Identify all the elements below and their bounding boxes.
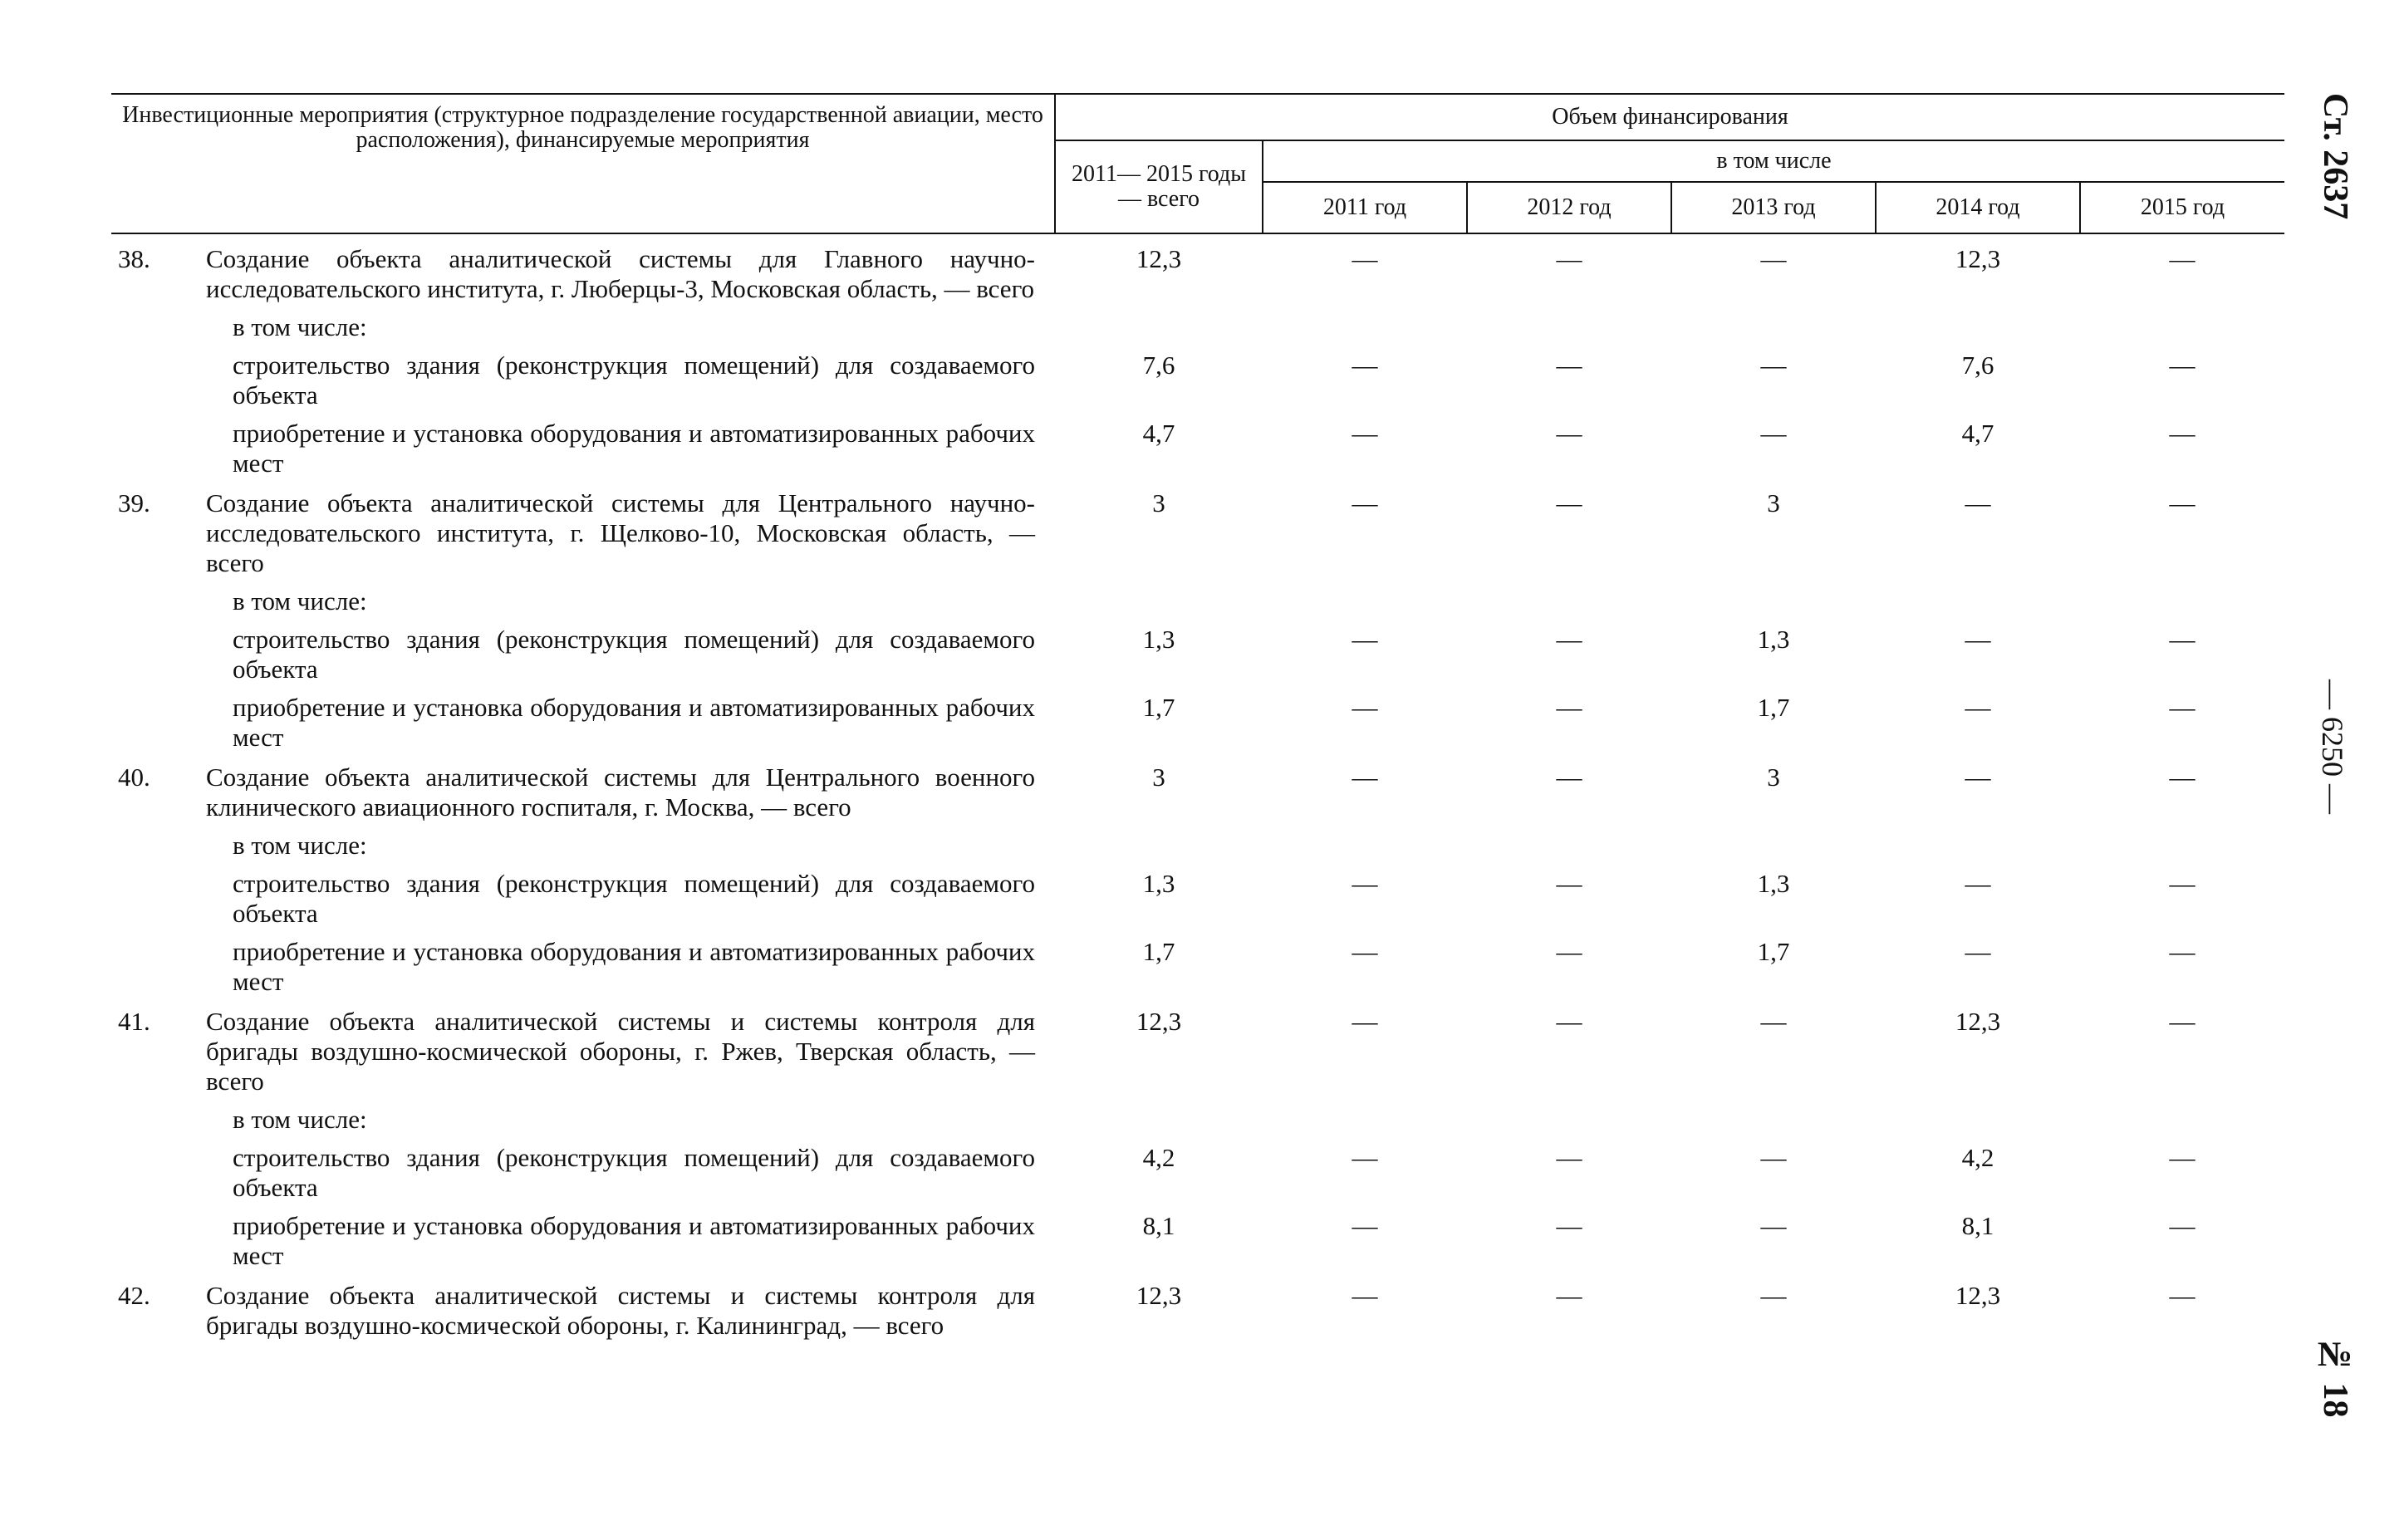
value-year-2011 [1263, 578, 1467, 616]
value-year-2013 [1671, 304, 1876, 342]
value-year-2015: — [2169, 763, 2195, 792]
value-total [1055, 304, 1263, 342]
value-year-2014: 4,7 [1961, 419, 1994, 448]
row-description: приобретение и установка оборудования и автоматизированных рабочих мест [233, 1211, 1035, 1270]
table-row [111, 578, 2284, 616]
row-number: 41. [118, 1007, 150, 1036]
row-description: строительство здания (реконструкция помещений) для создаваемого объекта [233, 625, 1035, 684]
row-number [111, 1135, 206, 1203]
table-row [111, 997, 2284, 1096]
row-number [111, 342, 206, 410]
header-year-2015: 2015 год [2080, 182, 2284, 233]
row-description: Создание объекта аналитической системы и системы контроля для бригады воздушно-космической обороны, г. Калининград, — всего [206, 1281, 1035, 1340]
value-year-2011 [1263, 1096, 1467, 1135]
value-year-2014 [1876, 578, 2080, 616]
value-year-2011: — [1352, 1281, 1378, 1310]
table-row [111, 753, 2284, 822]
table-row [111, 1135, 2284, 1203]
value-year-2015: — [2169, 1281, 2195, 1310]
row-number [111, 684, 206, 753]
table-row [111, 684, 2284, 753]
value-year-2011: — [1352, 351, 1378, 380]
row-number: 42. [118, 1281, 150, 1310]
value-year-2013: 1,3 [1757, 625, 1790, 654]
table-row [111, 478, 2284, 578]
value-year-2015: — [2169, 1211, 2195, 1240]
page-reference: Ст. 2637 [2316, 93, 2354, 220]
row-number [111, 1203, 206, 1271]
funding-table [111, 93, 2284, 1341]
page-code: — 6250 — [2316, 679, 2349, 814]
value-year-2014: — [1965, 763, 1991, 792]
table-row [111, 929, 2284, 997]
value-year-2015 [2080, 822, 2284, 861]
row-description: строительство здания (реконструкция помещений) для создаваемого объекта [233, 351, 1035, 410]
value-total: 12,3 [1136, 244, 1182, 273]
value-total: 1,7 [1142, 937, 1175, 966]
value-year-2013: — [1760, 419, 1787, 448]
row-number [111, 1096, 206, 1135]
row-number: 40. [118, 763, 150, 792]
value-year-2014 [1876, 1096, 2080, 1135]
value-year-2011: — [1352, 625, 1378, 654]
value-year-2011: — [1352, 419, 1378, 448]
value-year-2012: — [1556, 351, 1582, 380]
row-number: 39. [118, 488, 150, 517]
value-year-2014: — [1965, 693, 1991, 722]
row-description: приобретение и установка оборудования и автоматизированных рабочих мест [233, 693, 1035, 752]
value-year-2015: — [2169, 1007, 2195, 1036]
value-total: 1,7 [1142, 693, 1175, 722]
value-year-2014: 8,1 [1961, 1211, 1994, 1240]
value-year-2012: — [1556, 937, 1582, 966]
row-number [111, 861, 206, 929]
value-total: 7,6 [1142, 351, 1175, 380]
value-year-2014: 4,2 [1961, 1143, 1994, 1172]
value-year-2014: 12,3 [1955, 1007, 2001, 1036]
value-year-2013: — [1760, 1281, 1787, 1310]
value-year-2015: — [2169, 1143, 2195, 1172]
value-year-2014: 7,6 [1961, 351, 1994, 380]
row-description: приобретение и установка оборудования и автоматизированных рабочих мест [233, 419, 1035, 478]
value-year-2015 [2080, 578, 2284, 616]
value-year-2012 [1467, 304, 1671, 342]
row-description: строительство здания (реконструкция помещений) для создаваемого объекта [233, 869, 1035, 928]
table-row [111, 233, 2284, 304]
header-year-2012: 2012 год [1467, 182, 1671, 233]
value-year-2015 [2080, 304, 2284, 342]
value-year-2012 [1467, 822, 1671, 861]
value-year-2015 [2080, 1096, 2284, 1135]
value-year-2015: — [2169, 625, 2195, 654]
value-year-2014: — [1965, 869, 1991, 898]
issue-number: № 18 [2316, 1336, 2354, 1418]
row-description: Создание объекта аналитической системы для Главного научно-исследовательского института, г. Люберцы-3, Московская область, — всего [206, 244, 1035, 303]
value-total: 12,3 [1136, 1007, 1182, 1036]
value-year-2013: — [1760, 351, 1787, 380]
row-number [111, 822, 206, 861]
row-number [111, 304, 206, 342]
row-description: в том числе: [233, 312, 367, 341]
value-year-2012: — [1556, 1143, 1582, 1172]
value-year-2015: — [2169, 937, 2195, 966]
value-total [1055, 578, 1263, 616]
value-year-2014: 12,3 [1955, 244, 2001, 273]
row-description: Создание объекта аналитической системы для Центрального военного клинического авиационного госпиталя, г. Москва, — всего [206, 763, 1035, 821]
table-row [111, 410, 2284, 478]
value-year-2013: — [1760, 1211, 1787, 1240]
value-year-2015: — [2169, 419, 2195, 448]
header-description: Инвестиционные мероприятия (структурное подразделение государственной авиации, место расположения), финансируемые мероприятия [111, 94, 1055, 233]
header-year-2014: 2014 год [1876, 182, 2080, 233]
row-description: Создание объекта аналитической системы для Центрального научно-исследовательского института, г. Щелково-10, Московская область, — всего [206, 488, 1035, 577]
value-year-2011 [1263, 304, 1467, 342]
value-year-2013: — [1760, 244, 1787, 273]
value-year-2013: 3 [1767, 763, 1780, 792]
table-body [111, 233, 2284, 1341]
header-total: 2011— 2015 годы — всего [1055, 140, 1263, 233]
value-year-2012: — [1556, 869, 1582, 898]
value-year-2012: — [1556, 763, 1582, 792]
value-year-2015: — [2169, 244, 2195, 273]
row-description: в том числе: [233, 1105, 367, 1134]
value-year-2012: — [1556, 625, 1582, 654]
header-year-2013: 2013 год [1671, 182, 1876, 233]
value-year-2013: 1,7 [1757, 693, 1790, 722]
row-description: приобретение и установка оборудования и автоматизированных рабочих мест [233, 937, 1035, 996]
value-year-2011: — [1352, 488, 1378, 517]
value-year-2012: — [1556, 1007, 1582, 1036]
value-year-2011: — [1352, 1211, 1378, 1240]
value-total: 3 [1152, 763, 1165, 792]
value-year-2015: — [2169, 488, 2195, 517]
value-year-2013 [1671, 822, 1876, 861]
table-row [111, 1203, 2284, 1271]
value-total: 4,7 [1142, 419, 1175, 448]
value-year-2015: — [2169, 693, 2195, 722]
header-year-2011: 2011 год [1263, 182, 1467, 233]
table-row [111, 822, 2284, 861]
row-number [111, 410, 206, 478]
table-row [111, 342, 2284, 410]
value-year-2011: — [1352, 1143, 1378, 1172]
value-year-2014: — [1965, 488, 1991, 517]
value-year-2012 [1467, 578, 1671, 616]
value-year-2014 [1876, 304, 2080, 342]
value-year-2013 [1671, 578, 1876, 616]
value-year-2011: — [1352, 693, 1378, 722]
header-funding: Объем финансирования [1055, 94, 2284, 140]
row-number: 38. [118, 244, 150, 273]
value-year-2015: — [2169, 351, 2195, 380]
row-description: в том числе: [233, 586, 367, 616]
value-year-2013: 1,3 [1757, 869, 1790, 898]
value-year-2011: — [1352, 244, 1378, 273]
value-year-2012: — [1556, 244, 1582, 273]
row-description: строительство здания (реконструкция помещений) для создаваемого объекта [233, 1143, 1035, 1202]
value-total: 12,3 [1136, 1281, 1182, 1310]
row-description: в том числе: [233, 831, 367, 860]
value-year-2011: — [1352, 937, 1378, 966]
value-year-2013: 1,7 [1757, 937, 1790, 966]
table-row [111, 1271, 2284, 1341]
value-total: 4,2 [1142, 1143, 1175, 1172]
row-description: Создание объекта аналитической системы и системы контроля для бригады воздушно-космической обороны, г. Ржев, Тверская область, — всего [206, 1007, 1035, 1096]
row-number [111, 578, 206, 616]
value-year-2014: — [1965, 937, 1991, 966]
header-including: в том числе [1263, 140, 2284, 182]
row-number [111, 929, 206, 997]
value-year-2012: — [1556, 488, 1582, 517]
value-year-2011: — [1352, 1007, 1378, 1036]
table-row [111, 861, 2284, 929]
value-year-2012: — [1556, 1211, 1582, 1240]
value-total [1055, 1096, 1263, 1135]
value-year-2012 [1467, 1096, 1671, 1135]
value-year-2011 [1263, 822, 1467, 861]
value-year-2013: — [1760, 1143, 1787, 1172]
table-row [111, 616, 2284, 684]
value-total [1055, 822, 1263, 861]
value-year-2012: — [1556, 693, 1582, 722]
value-year-2011: — [1352, 763, 1378, 792]
value-year-2015: — [2169, 869, 2195, 898]
value-year-2013 [1671, 1096, 1876, 1135]
value-total: 8,1 [1142, 1211, 1175, 1240]
value-total: 1,3 [1142, 625, 1175, 654]
value-year-2014: 12,3 [1955, 1281, 2001, 1310]
value-total: 3 [1152, 488, 1165, 517]
value-year-2014: — [1965, 625, 1991, 654]
value-year-2012: — [1556, 419, 1582, 448]
value-year-2014 [1876, 822, 2080, 861]
table-row [111, 1096, 2284, 1135]
value-year-2013: — [1760, 1007, 1787, 1036]
table-row [111, 304, 2284, 342]
row-number [111, 616, 206, 684]
value-year-2011: — [1352, 869, 1378, 898]
value-total: 1,3 [1142, 869, 1175, 898]
value-year-2013: 3 [1767, 488, 1780, 517]
value-year-2012: — [1556, 1281, 1582, 1310]
